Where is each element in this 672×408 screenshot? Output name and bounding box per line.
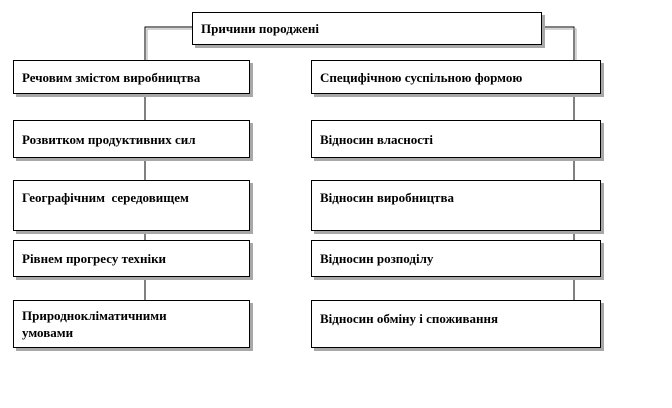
right-node-label: Специфічною суспільною формою (320, 69, 523, 85)
left-node-label: Рівнем прогресу техніки (22, 251, 167, 266)
right-node-label: Відносин розподілу (320, 251, 434, 266)
root-node (192, 12, 542, 45)
left-node-label: Розвитком продуктивних сил (22, 131, 196, 147)
left-node-label: Географічним середовищем (22, 190, 189, 205)
connector-root-right-shadow (544, 29, 576, 60)
left-node-climatic-conditions (13, 300, 250, 348)
right-node-property-relations (311, 120, 601, 158)
left-node-material-content (13, 60, 250, 94)
left-node-productive-forces (13, 120, 250, 158)
connector-root-left-shadow (147, 29, 194, 60)
connector-root-right (542, 27, 574, 60)
right-node-label: Відносин власності (320, 131, 434, 147)
connector-root-left (145, 27, 192, 60)
left-node-label: Речовим змістом виробництва (22, 69, 201, 85)
right-node-social-form (311, 60, 601, 94)
right-node-label: Відносин виробництва (320, 190, 454, 205)
left-node-technical-progress (13, 240, 250, 277)
right-node-distribution-relations (311, 240, 601, 277)
right-node-label: Відносин обміну і споживання (320, 311, 499, 326)
right-node-exchange-consumption-relations (311, 300, 601, 348)
left-node-label: Природнокліматичними умовами (22, 308, 167, 340)
left-node-geographic-environment (13, 180, 250, 231)
right-node-production-relations (311, 180, 601, 231)
root-node-label: Причини породжені (201, 21, 319, 36)
